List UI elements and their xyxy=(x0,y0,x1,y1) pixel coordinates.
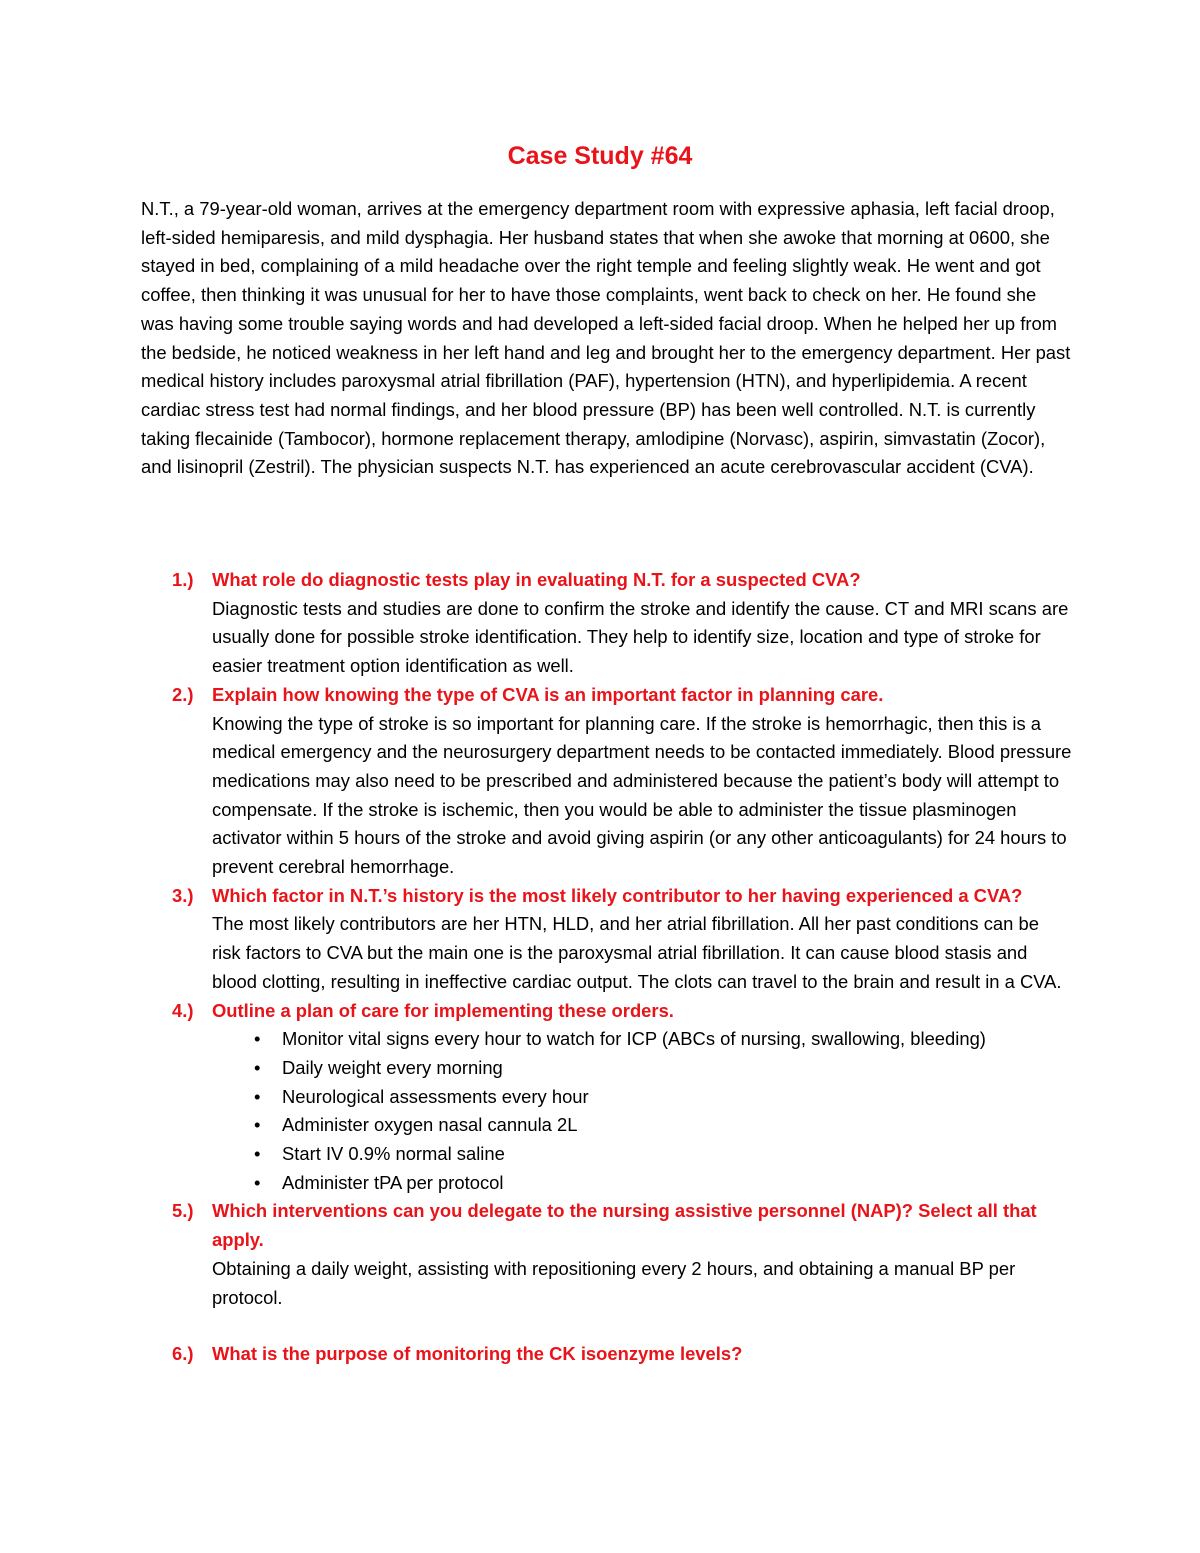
question-text: Which factor in N.T.’s history is the most likely contributor to her having experienced a CVA? xyxy=(212,884,1023,906)
question-number: 3.) xyxy=(172,884,194,906)
question-item-6 xyxy=(172,1340,1072,1369)
bullet-text: Administer oxygen nasal cannula 2L xyxy=(282,1114,578,1136)
bullet-text: Start IV 0.9% normal saline xyxy=(282,1143,505,1165)
list-item xyxy=(212,1083,1072,1112)
question-text: Outline a plan of care for implementing these orders. xyxy=(212,999,674,1021)
question-number: 4.) xyxy=(172,999,194,1021)
question-number: 5.) xyxy=(172,1200,194,1222)
bullet-icon: • xyxy=(254,1085,261,1107)
question-number: 2.) xyxy=(172,683,194,705)
question-item-5 xyxy=(172,1197,1072,1312)
answer-text: Diagnostic tests and studies are done to confirm the stroke and identify the cause. CT and MRI scans are usually done for possible stroke identification. They help to identify size, location and type of stroke for easier treatment option identification as well. xyxy=(212,597,1069,677)
list-item xyxy=(212,1111,1072,1140)
bullet-icon: • xyxy=(254,1114,261,1136)
answer-text: Knowing the type of stroke is so important for planning care. If the stroke is hemorrhagic, then this is a medical emergency and the neurosurgery department needs to be contacted immediately. Blood pressure medications may also need to be prescribed and administered because the patient’s body will attempt to compensate. If the stroke is ischemic, then you would be able to administer the tissue plasminogen activator within 5 hours of the stroke and avoid giving aspirin (or any other anticoagulants) for 24 hours to prevent cerebral hemorrhage. xyxy=(212,712,1072,878)
bullet-icon: • xyxy=(254,1028,261,1050)
list-item xyxy=(212,1025,1072,1054)
bullet-text: Daily weight every morning xyxy=(282,1056,503,1078)
question-text: What is the purpose of monitoring the CK isoenzyme levels? xyxy=(212,1343,743,1365)
bullet-icon: • xyxy=(254,1056,261,1078)
answer-text: Obtaining a daily weight, assisting with repositioning every 2 hours, and obtaining a manual BP per protocol. xyxy=(212,1257,1016,1308)
bullet-text: Neurological assessments every hour xyxy=(282,1085,589,1107)
bullet-text: Monitor vital signs every hour to watch for ICP (ABCs of nursing, swallowing, bleeding) xyxy=(282,1028,986,1050)
question-item-1 xyxy=(172,566,1072,681)
question-item-4 xyxy=(172,997,1072,1198)
question-text: Which interventions can you delegate to the nursing assistive personnel (NAP)? Select all that apply. xyxy=(212,1200,1037,1251)
bullet-text: Administer tPA per protocol xyxy=(282,1171,504,1193)
question-number: 1.) xyxy=(172,569,194,590)
question-number: 6.) xyxy=(172,1343,194,1365)
question-list xyxy=(172,566,1072,1369)
list-item xyxy=(212,1140,1072,1169)
care-plan-bullet-list xyxy=(212,1025,1072,1197)
question-text: Explain how knowing the type of CVA is an important factor in planning care. xyxy=(212,683,884,705)
answer-text: The most likely contributors are her HTN, HLD, and her atrial fibrillation. All her past conditions can be risk factors to CVA but the main one is the paroxysmal atrial fibrillation. It can cause blood stasis and blood clotting, resulting in ineffective cardiac output. The clots can travel to the brain and result in a CVA. xyxy=(212,913,1062,992)
question-item-2 xyxy=(172,681,1072,882)
bullet-icon: • xyxy=(254,1171,261,1193)
list-item xyxy=(212,1169,1072,1198)
list-item xyxy=(212,1054,1072,1083)
page-title: Case Study #64 xyxy=(507,142,693,170)
bullet-icon: • xyxy=(254,1143,261,1165)
case-intro-paragraph: N.T., a 79-year-old woman, arrives at the emergency department room with expressive aphasia, left facial droop, left-sided hemiparesis, and mild dysphagia. Her husband states that when she awoke that morning at 0600, she stayed in bed, complaining of a mild headache over the right temple and feeling slightly weak. He went and got coffee, then thinking it was unusual for her to have those complaints, went back to check on her. He found she was having some trouble saying words and had developed a left-sided facial droop. When he helped her up from the bedside, he noticed weakness in her left hand and leg and brought her to the emergency department. Her past medical history includes paroxysmal atrial fibrillation (PAF), hypertension (HTN), and hyperlipidemia. A recent cardiac stress test had normal findings, and her blood pressure (BP) has been well controlled. N.T. is currently taking flecainide (Tambocor), hormone replacement therapy, amlodipine (Norvasc), aspirin, simvastatin (Zocor), and lisinopril (Zestril). The physician suspects N.T. has experienced an acute cerebrovascular accident (CVA). xyxy=(141,198,1071,478)
question-item-3 xyxy=(172,882,1072,997)
question-text: What role do diagnostic tests play in evaluating N.T. for a suspected CVA? xyxy=(212,569,861,590)
